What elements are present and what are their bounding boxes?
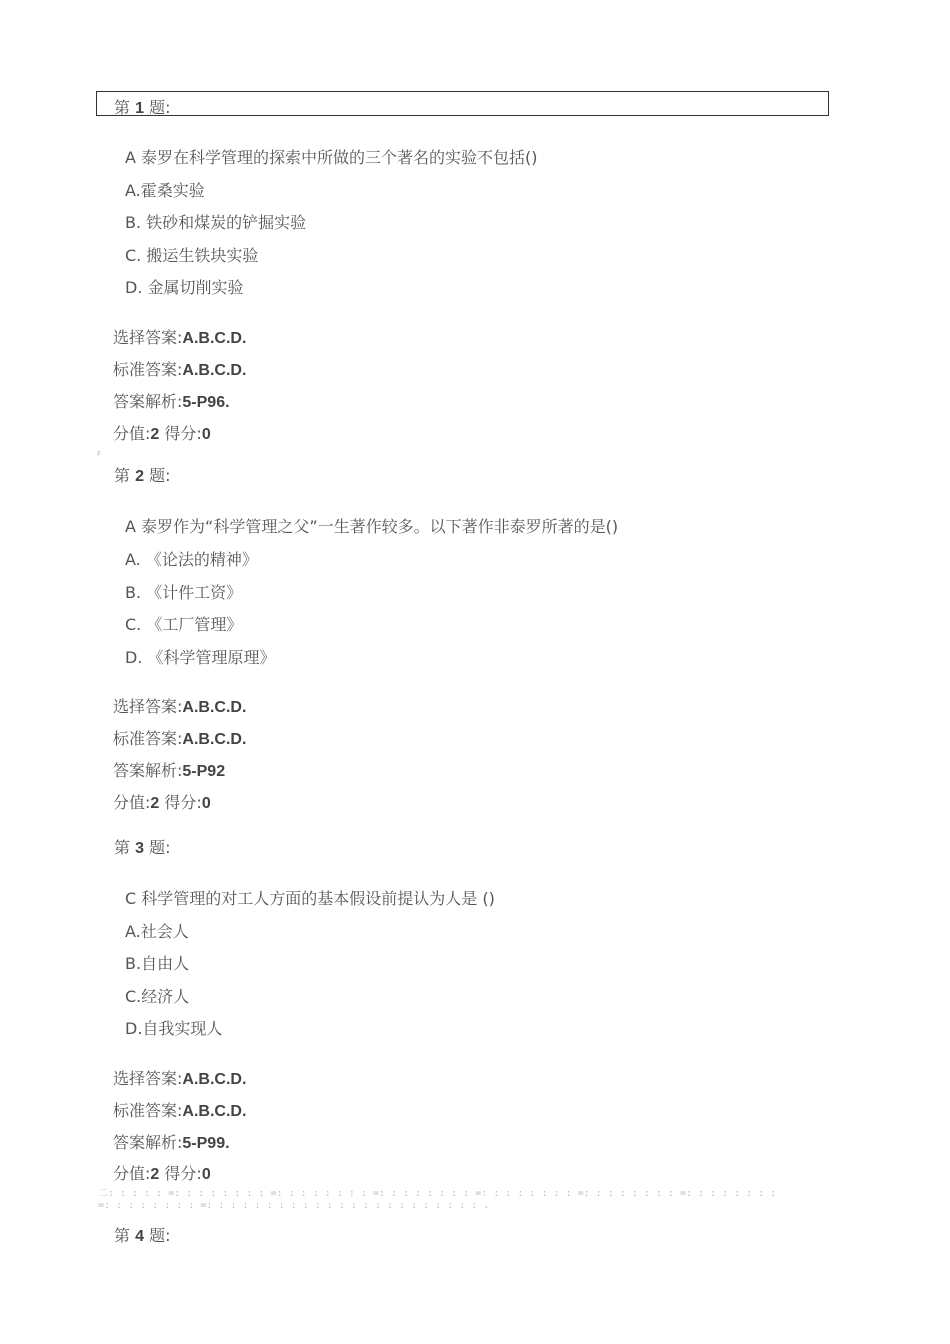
standard-answer-value: A.B.C.D. — [182, 362, 247, 379]
question-3-analysis — [113, 1130, 230, 1153]
question-1-header — [114, 95, 171, 118]
question-3-score — [113, 1161, 211, 1184]
analysis-label: 答案解析: — [113, 761, 183, 780]
question-1-header-box — [96, 91, 829, 116]
score-value: 2 — [150, 426, 160, 443]
question-2-option-a: A. 《论法的精神》 — [125, 550, 258, 569]
stray-mark: F — [97, 450, 102, 458]
selected-answer-value: A.B.C.D. — [182, 1071, 247, 1088]
question-1-option-a: A.霍桑实验 — [125, 181, 205, 200]
question-1-stem: A 泰罗在科学管理的探索中所做的三个著名的实验不包括() — [125, 148, 538, 167]
standard-answer-value: A.B.C.D. — [182, 731, 247, 748]
question-1-selected-answer — [113, 325, 246, 348]
question-1-option-b: B. 铁砂和煤炭的铲掘实验 — [125, 213, 307, 232]
question-1-option-c: C. 搬运生铁块实验 — [125, 246, 259, 265]
score-label: 分值: — [113, 793, 151, 812]
question-3-standard-answer — [113, 1098, 246, 1121]
question-header-prefix: 第 — [114, 1226, 131, 1245]
question-header-prefix: 第 — [114, 466, 131, 485]
question-2-analysis — [113, 758, 225, 781]
score-value: 2 — [150, 795, 160, 812]
question-2-score — [113, 790, 211, 813]
analysis-value: 5-P99. — [182, 1135, 230, 1152]
selected-answer-value: A.B.C.D. — [182, 699, 247, 716]
question-3-stem: C 科学管理的对工人方面的基本假设前提认为人是 () — [125, 889, 495, 908]
dotted-separator-line-1: 二: : : : : =: : : : : : : : =: : : : : : : : =: : : : : : : : =: : : : : : : : =: : : : : : : : =: : : : : : : : — [98, 1188, 777, 1199]
question-number: 4 — [135, 1228, 145, 1245]
score-label: 分值: — [113, 1164, 151, 1183]
score-value: 2 — [150, 1166, 160, 1183]
question-1-option-d: D. 金属切削实验 — [125, 278, 244, 297]
got-score-label: 得分: — [164, 424, 202, 443]
dotted-separator-line-2: =: : : : : : : : =: : : : : : : : : : : : : : : : : : : : : : : . — [98, 1200, 490, 1211]
analysis-label: 答案解析: — [113, 392, 183, 411]
standard-answer-label: 标准答案: — [113, 1101, 183, 1120]
question-3-option-c: C.经济人 — [125, 987, 190, 1006]
analysis-value: 5-P96. — [182, 394, 230, 411]
standard-answer-label: 标准答案: — [113, 729, 183, 748]
question-3-option-b: B.自由人 — [125, 954, 190, 973]
question-header-suffix: 题: — [149, 466, 171, 485]
question-1-standard-answer — [113, 357, 246, 380]
question-number: 1 — [135, 100, 145, 117]
analysis-label: 答案解析: — [113, 1133, 183, 1152]
standard-answer-label: 标准答案: — [113, 360, 183, 379]
selected-answer-label: 选择答案: — [113, 1069, 183, 1088]
score-label: 分值: — [113, 424, 151, 443]
selected-answer-label: 选择答案: — [113, 697, 183, 716]
got-score-label: 得分: — [164, 1164, 202, 1183]
got-score-label: 得分: — [164, 793, 202, 812]
question-3-header — [114, 835, 171, 858]
question-2-standard-answer — [113, 726, 246, 749]
question-2-stem: A 泰罗作为“科学管理之父”一生著作较多。以下著作非泰罗所著的是() — [125, 517, 619, 536]
question-3-option-a: A.社会人 — [125, 922, 189, 941]
question-number: 3 — [135, 840, 145, 857]
got-score-value: 0 — [201, 1166, 211, 1183]
question-header-suffix: 题: — [149, 838, 171, 857]
question-1-score — [113, 421, 211, 444]
analysis-value: 5-P92 — [182, 763, 226, 780]
question-header-suffix: 题: — [149, 1226, 171, 1245]
question-number: 2 — [135, 468, 145, 485]
question-2-option-d: D. 《科学管理原理》 — [125, 648, 276, 667]
question-header-prefix: 第 — [114, 838, 131, 857]
standard-answer-value: A.B.C.D. — [182, 1103, 247, 1120]
got-score-value: 0 — [201, 795, 211, 812]
question-3-option-d: D.自我实现人 — [125, 1019, 223, 1038]
selected-answer-label: 选择答案: — [113, 328, 183, 347]
question-1-analysis — [113, 389, 230, 412]
question-4-header — [114, 1223, 171, 1246]
question-3-selected-answer — [113, 1066, 246, 1089]
question-2-option-b: B. 《计件工资》 — [125, 583, 243, 602]
question-2-header — [114, 463, 171, 486]
question-header-prefix: 第 — [114, 98, 131, 117]
selected-answer-value: A.B.C.D. — [182, 330, 247, 347]
question-2-selected-answer — [113, 694, 246, 717]
got-score-value: 0 — [201, 426, 211, 443]
question-2-option-c: C. 《工厂管理》 — [125, 615, 243, 634]
question-header-suffix: 题: — [149, 98, 171, 117]
